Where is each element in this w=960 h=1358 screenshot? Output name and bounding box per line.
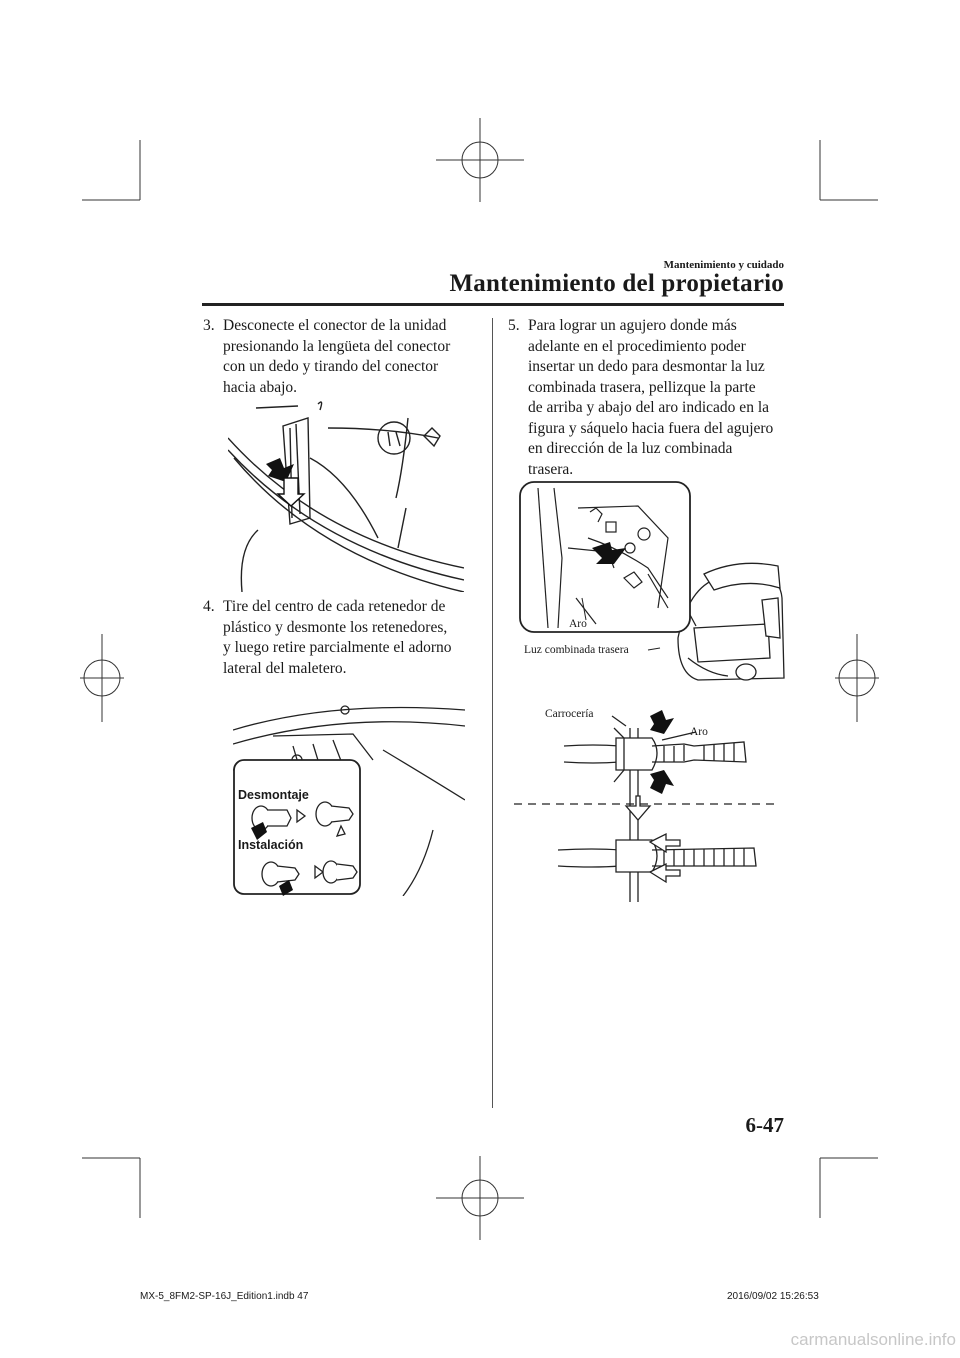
- body-label: Carrocería: [545, 708, 594, 720]
- watermark: carmanualsonline.info: [790, 1330, 956, 1349]
- step-5: [508, 316, 786, 486]
- step-number: 3.: [203, 317, 215, 334]
- rear-lamp-illustration: [518, 478, 786, 684]
- step-text: Desconecte el conector de la unidad presionando la lengüeta del conector con un dedo y tirando del conector hacia abajo.: [223, 317, 451, 396]
- ring-section-illustration: [514, 700, 780, 902]
- footer-timestamp: 2016/09/02 15:26:53: [727, 1291, 819, 1302]
- step-4: [203, 597, 473, 687]
- retainer-illustration: [233, 700, 465, 896]
- connector-illustration: [228, 398, 464, 592]
- page-number: 6-47: [745, 1113, 784, 1137]
- step-text: Tire del centro de cada retenedor de plástico y desmonte los retenedores, y luego retire parcialmente el adorno lateral del maletero.: [223, 598, 452, 677]
- page-title: Mantenimiento del propietario: [449, 270, 784, 297]
- ring-label: Aro: [569, 618, 587, 630]
- step-number: 5.: [508, 317, 520, 334]
- column-divider: [492, 318, 493, 1108]
- step-3: [203, 316, 473, 406]
- rear-lamp-label: Luz combinada trasera: [524, 644, 629, 656]
- step-text: Para lograr un agujero donde más adelante en el procedimiento poder insertar un dedo para desmontar la luz combinada trasera, pellizque la parte de arriba y abajo del aro indicado en la figura y sáquelo hacia fuera del agujero en dirección de la luz combinada trasera.: [528, 317, 774, 478]
- section-ring-label: Aro: [690, 726, 708, 738]
- install-label: Instalación: [238, 838, 304, 852]
- footer-file-name: MX-5_8FM2-SP-16J_Edition1.indb 47: [140, 1291, 309, 1302]
- section-label: Mantenimiento y cuidado: [663, 259, 784, 271]
- step-number: 4.: [203, 598, 215, 615]
- section-drawing: [514, 700, 780, 902]
- removal-label: Desmontaje: [238, 788, 309, 802]
- header-rule: [202, 303, 784, 306]
